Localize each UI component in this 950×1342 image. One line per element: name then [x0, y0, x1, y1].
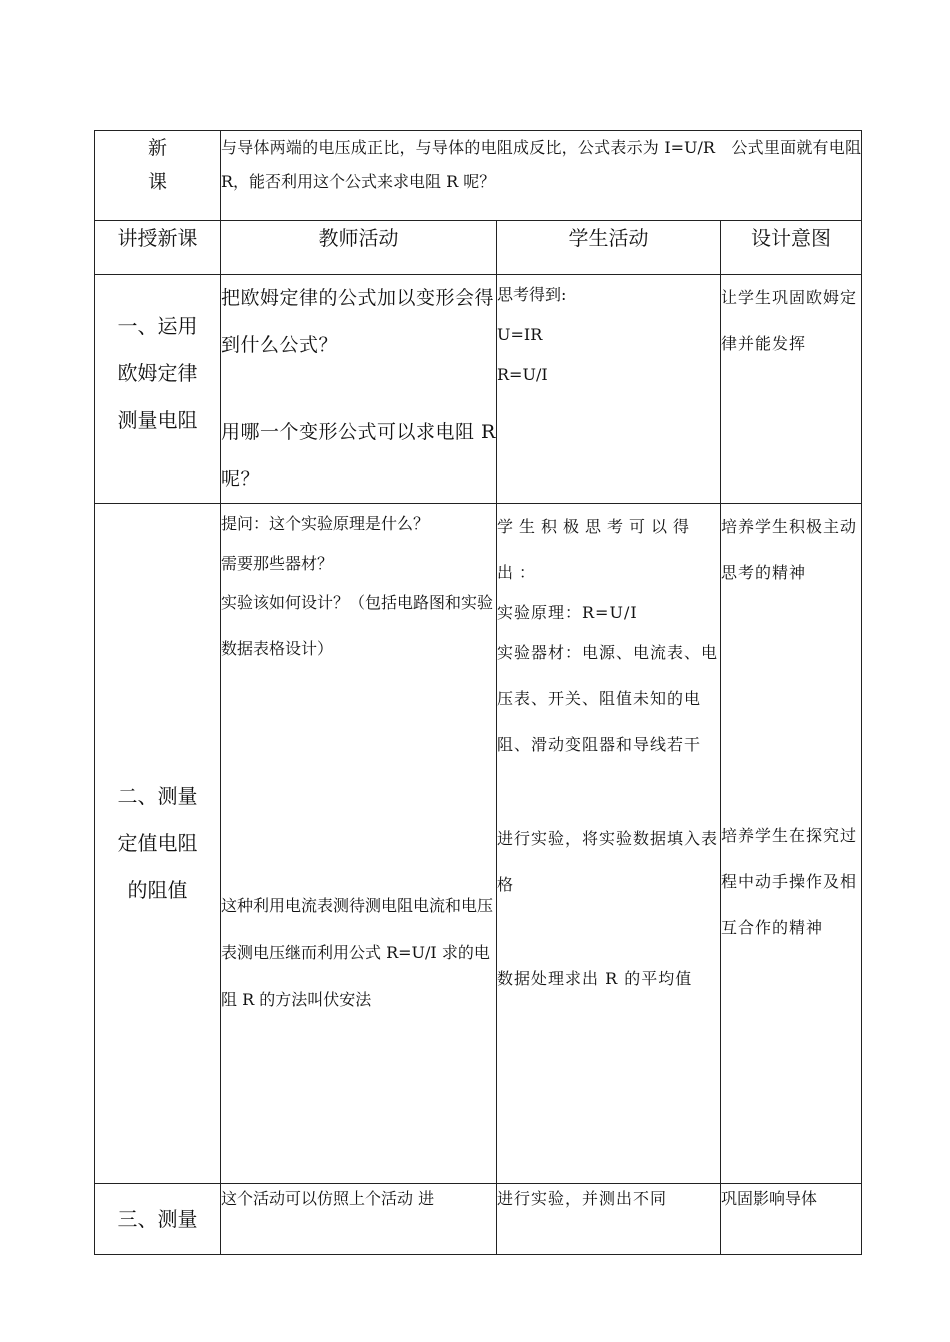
section3-student: 进行实验，并测出不同: [497, 1189, 668, 1208]
section2-intent-cell: [721, 504, 862, 1184]
section2-title-line: 定值电阻: [117, 831, 198, 855]
header-design-intent: 设计意图: [721, 221, 862, 275]
intro-label-cell: [95, 131, 221, 221]
section2-title-line: 二、测量: [117, 784, 198, 808]
section3-intent-cell: [721, 1184, 862, 1255]
section1-teacher-q2: 用哪一个变形公式可以求电阻 R 呢？: [221, 421, 503, 490]
lesson-plan-table: [94, 130, 867, 1255]
section2-intent-p1: 培养学生积极主动思考的精神: [721, 517, 858, 582]
section1-student-line: 思考得到:: [497, 285, 567, 304]
intro-label-line: 课: [147, 171, 167, 193]
section1-title-line: 一、运用: [117, 314, 198, 338]
section2-intent-p2: 培养学生在探究过程中动手操作及相互合作的精神: [721, 826, 858, 937]
spacer: [721, 596, 861, 813]
section2-teacher-q2: 需要那些器材？: [221, 554, 334, 573]
intro-label-line: 新: [147, 137, 167, 159]
section2-title-cell: [95, 504, 221, 1184]
section1-student-cell: [497, 275, 721, 504]
section1-intent-cell: [721, 275, 862, 504]
intro-text-cell: [221, 131, 867, 221]
section2-student-p2: 实验原理：R=U/I: [497, 603, 638, 622]
spacer: [221, 672, 496, 882]
section2-student-p4: 进行实验，将实验数据填入表格: [497, 829, 719, 894]
section1-teacher-cell: [221, 275, 503, 504]
intro-row: [95, 131, 862, 221]
section3-title-cell: [95, 1184, 221, 1255]
section3-intent: 巩固影响导体: [721, 1189, 818, 1208]
header-student-activity: 学生活动: [497, 221, 721, 275]
section3-teacher: 这个活动可以仿照上个活动 进: [221, 1189, 435, 1208]
spacer: [497, 768, 720, 816]
header-teacher-activity: 教师活动: [221, 221, 497, 275]
section2-student-cell: [497, 504, 721, 1184]
section1-row: [95, 275, 862, 504]
section2-title-line: 的阻值: [127, 878, 188, 902]
section3-student-cell: [497, 1184, 721, 1255]
section1-teacher-q1: 把欧姆定律的公式加以变形会得到什么公式？: [221, 287, 495, 356]
section3-title: 三、测量: [117, 1207, 198, 1231]
section2-row: [95, 504, 862, 1184]
section2-teacher-cell: [221, 504, 497, 1184]
spacer: [497, 908, 720, 956]
section3-row: [95, 1184, 862, 1255]
section1-intent: 让学生巩固欧姆定律并能发挥: [721, 288, 858, 353]
section2-teacher-q3: 实验该如何设计？（包括电路图和实验数据表格设计）: [221, 593, 494, 658]
section1-student-line: R=U/I: [497, 365, 548, 384]
section1-title-cell: [95, 275, 221, 504]
header-lesson: 讲授新课: [95, 221, 221, 275]
section1-title-line: 欧姆定律: [117, 361, 198, 385]
section1-student-line: U=IR: [497, 325, 543, 344]
section2-teacher-q1: 提问：这个实验原理是什么？: [221, 514, 430, 533]
section2-student-p1: 学生积极思考可以得出：: [497, 517, 696, 582]
spacer: [221, 369, 496, 409]
section3-teacher-cell: [221, 1184, 497, 1255]
intro-paragraph: 与导体两端的电压成正比，与导体的电阻成反比，公式表示为 I=U/R 公式里面就有电阻 R，能否利用这个公式来求电阻 R 呢？: [221, 138, 867, 191]
section2-student-p3: 实验器材：电源、电流表、电压表、开关、阻值未知的电阻、滑动变阻器和导线若干: [497, 643, 719, 754]
section1-title-line: 测量电阻: [117, 408, 198, 432]
header-row: [95, 221, 862, 275]
section2-student-p5: 数据处理求出 R 的平均值: [497, 969, 693, 988]
section2-teacher-method: 这种利用电流表测待测电阻电流和电压表测电压继而利用公式 R=U/I 求的电阻 R 的方法叫伏安法: [221, 896, 494, 1009]
